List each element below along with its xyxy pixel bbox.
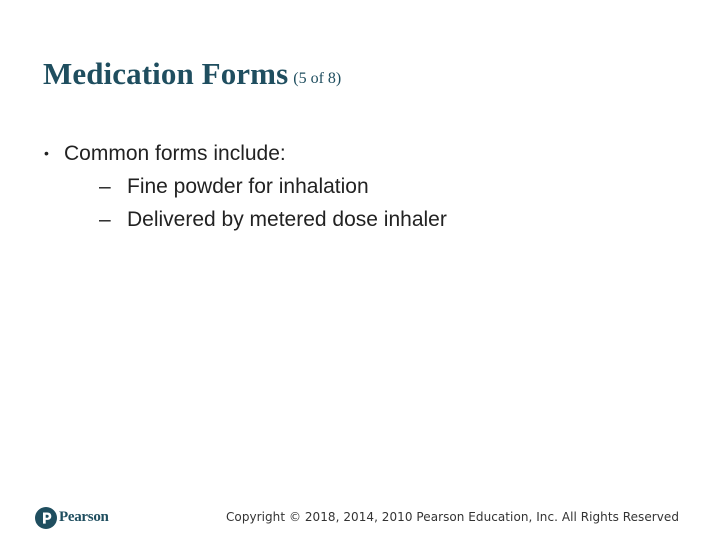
title-main-text: Medication Forms [43,56,289,91]
slide-title [43,56,341,92]
sub-bullet-text: Delivered by metered dose inhaler [127,208,447,231]
bullet-item [44,137,684,170]
sub-bullet-list [99,170,684,236]
bullet-text: Common forms include: [64,142,286,165]
sub-bullet-item [99,203,684,236]
sub-bullet-marker: – [99,208,111,231]
sub-bullet-text: Fine powder for inhalation [127,175,369,198]
pearson-logo-icon [35,507,57,529]
sub-bullet-item [99,170,684,203]
pearson-logo-text: Pearson [59,509,109,525]
slide-content [44,137,684,236]
bullet-marker: • [44,145,49,161]
pearson-logo [35,505,109,530]
copyright-notice: Copyright © 2018, 2014, 2010 Pearson Education, Inc. All Rights Reserved [226,510,679,524]
sub-bullet-marker: – [99,175,111,198]
title-page-indicator: (5 of 8) [293,70,342,87]
